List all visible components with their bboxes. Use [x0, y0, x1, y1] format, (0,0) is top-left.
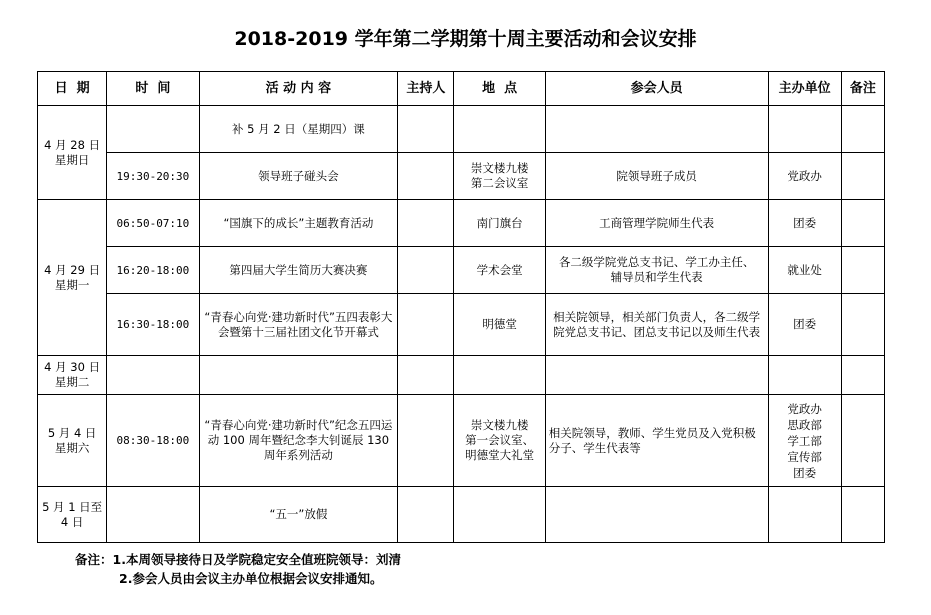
notes: [75, 550, 401, 588]
place-cell: 明德堂: [454, 294, 545, 356]
place-cell: 崇文楼九楼 第一会议室、 明德堂大礼堂: [454, 395, 545, 487]
header-organizer: 主办单位: [768, 72, 841, 106]
header-host: 主持人: [398, 72, 454, 106]
host-cell: [398, 356, 454, 395]
activity-cell: 第四届大学生简历大赛决赛: [199, 247, 398, 294]
page-title: 2018-2019 学年第二学期第十周主要活动和会议安排: [234, 28, 697, 50]
remark-cell: [841, 294, 884, 356]
organizer-unit: 团委: [793, 465, 817, 480]
table-row: [38, 356, 885, 395]
attendees-cell: [545, 356, 768, 395]
place-cell: 崇文楼九楼 第二会议室: [454, 153, 545, 200]
organizer-cell: [768, 106, 841, 153]
table-row: [38, 395, 885, 487]
place-cell: [454, 106, 545, 153]
host-cell: [398, 106, 454, 153]
organizer-cell: 团委: [768, 294, 841, 356]
organizer-cell: [768, 487, 841, 543]
attendees-cell: 院领导班子成员: [545, 153, 768, 200]
note-line-2: 2.参会人员由会议主办单位根据会议安排通知。: [119, 571, 383, 586]
host-cell: [398, 294, 454, 356]
organizer-cell: [768, 395, 841, 487]
time-cell: 16:30-18:00: [107, 294, 199, 356]
organizer-cell: 党政办: [768, 153, 841, 200]
attendees-cell: 相关院领导，相关部门负责人，各二级学院党总支书记、团总支书记以及师生代表: [545, 294, 768, 356]
time-cell: 19:30-20:30: [107, 153, 199, 200]
header-date: 日 期: [38, 72, 107, 106]
attendees-cell: 相关院领导，教师、学生党员及入党积极分子、学生代表等: [545, 395, 768, 487]
note-line-1: 备注：1.本周领导接待日及学院稳定安全值班院领导：刘清: [75, 552, 401, 567]
attendees-cell: [545, 487, 768, 543]
activity-cell: “五一”放假: [199, 487, 398, 543]
place-cell: 学术会堂: [454, 247, 545, 294]
time-cell: [107, 487, 199, 543]
organizer-unit: 思政部: [787, 417, 822, 432]
host-cell: [398, 200, 454, 247]
header-attendees: 参会人员: [545, 72, 768, 106]
organizer-unit: 党政办: [787, 401, 822, 416]
header-activity: 活 动 内 容: [199, 72, 398, 106]
organizer-unit: 学工部: [787, 433, 822, 448]
organizer-cell: 团委: [768, 200, 841, 247]
place-cell: [454, 356, 545, 395]
remark-cell: [841, 200, 884, 247]
date-cell: 4 月 29 日 星期一: [38, 200, 107, 356]
host-cell: [398, 247, 454, 294]
time-cell: 16:20-18:00: [107, 247, 199, 294]
table-row: [38, 106, 885, 153]
host-cell: [398, 487, 454, 543]
time-cell: [107, 356, 199, 395]
header-remark: 备注: [841, 72, 884, 106]
host-cell: [398, 153, 454, 200]
date-cell: 4 月 28 日 星期日: [38, 106, 107, 200]
activity-cell: 领导班子碰头会: [199, 153, 398, 200]
table-row: [38, 247, 885, 294]
activity-cell: [199, 356, 398, 395]
remark-cell: [841, 106, 884, 153]
header-place: 地 点: [454, 72, 545, 106]
table-row: [38, 200, 885, 247]
remark-cell: [841, 395, 884, 487]
activity-cell: “青春心向党·建功新时代”纪念五四运动 100 周年暨纪念李大钊诞辰 130 周年系列活动: [199, 395, 398, 487]
place-cell: [454, 487, 545, 543]
header-row: [38, 72, 885, 106]
time-cell: 06:50-07:10: [107, 200, 199, 247]
place-cell: 南门旗台: [454, 200, 545, 247]
organizer-unit: 宣传部: [787, 449, 822, 464]
remark-cell: [841, 247, 884, 294]
schedule-table: [37, 71, 885, 543]
date-cell: 5 月 1 日至 4 日: [38, 487, 107, 543]
attendees-cell: 各二级学院党总支书记、学工办主任、 辅导员和学生代表: [545, 247, 768, 294]
table-row: [38, 294, 885, 356]
time-cell: [107, 106, 199, 153]
date-cell: 5 月 4 日 星期六: [38, 395, 107, 487]
remark-cell: [841, 487, 884, 543]
table-row: [38, 487, 885, 543]
time-cell: 08:30-18:00: [107, 395, 199, 487]
remark-cell: [841, 356, 884, 395]
host-cell: [398, 395, 454, 487]
attendees-cell: 工商管理学院师生代表: [545, 200, 768, 247]
organizer-cell: 就业处: [768, 247, 841, 294]
activity-cell: “青春心向党·建功新时代”五四表彰大会暨第十三届社团文化节开幕式: [199, 294, 398, 356]
header-time: 时 间: [107, 72, 199, 106]
table-row: [38, 153, 885, 200]
date-cell: 4 月 30 日 星期二: [38, 356, 107, 395]
remark-cell: [841, 153, 884, 200]
activity-cell: “国旗下的成长”主题教育活动: [199, 200, 398, 247]
attendees-cell: [545, 106, 768, 153]
organizer-cell: [768, 356, 841, 395]
activity-cell: 补 5 月 2 日（星期四）课: [199, 106, 398, 153]
